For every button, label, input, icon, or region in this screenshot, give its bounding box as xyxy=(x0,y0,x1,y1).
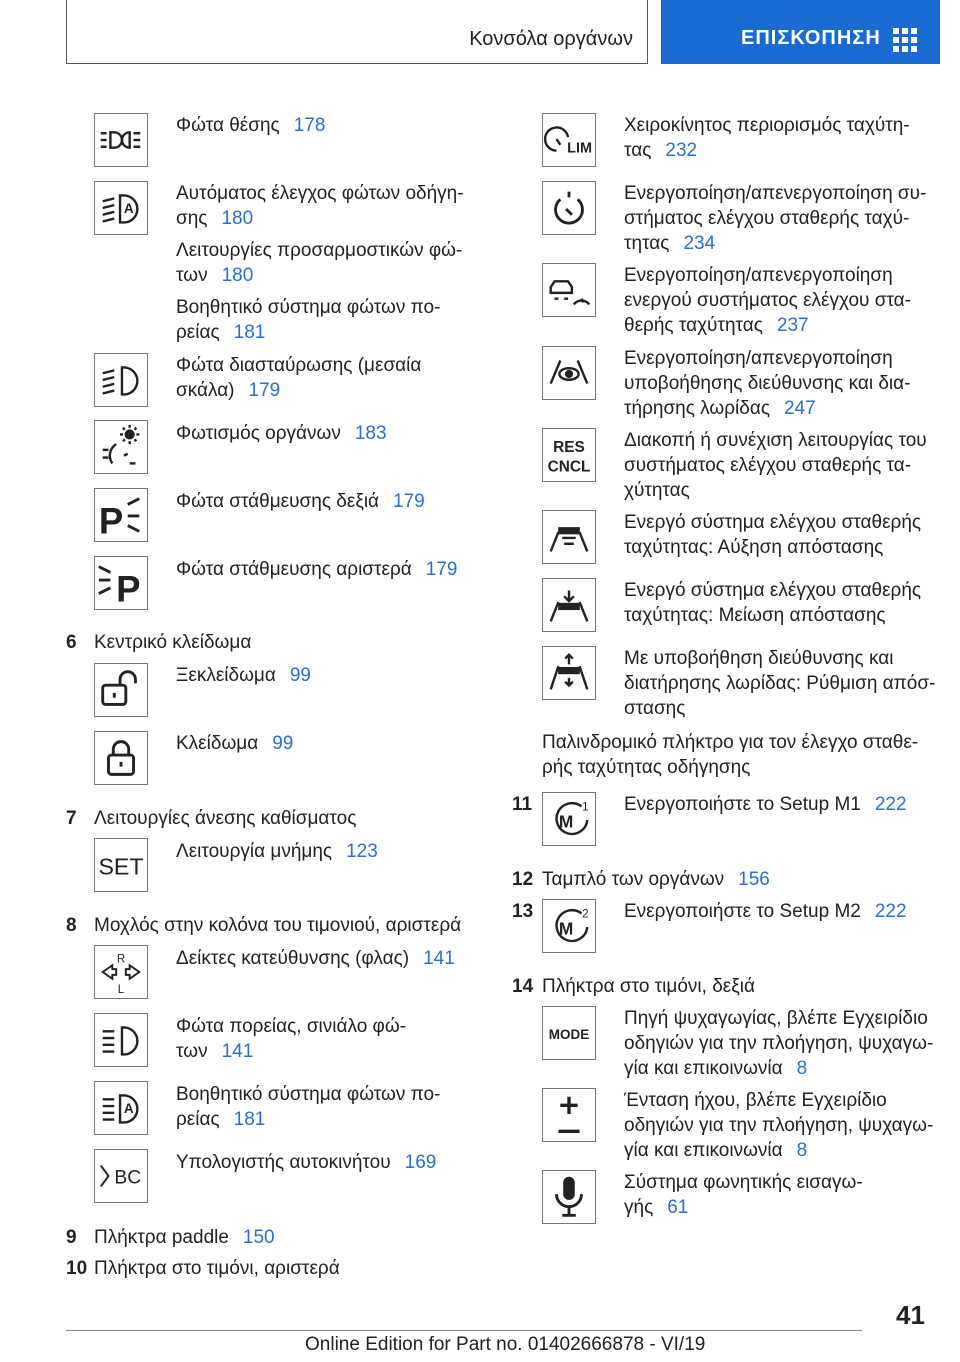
entry-board-computer: Υπολογιστής αυτοκινήτου 169 xyxy=(176,1152,437,1173)
lane-distance-icon xyxy=(542,646,596,700)
decrease-distance-icon xyxy=(542,578,596,632)
item-number: 11 xyxy=(512,794,533,815)
entry-high-beam: Φώτα πορείας, σινιάλο φώ- των 141 xyxy=(176,1016,407,1062)
item-number: 8 xyxy=(66,915,77,936)
lim-icon-label: LIM xyxy=(567,140,593,157)
entry-parking-left: Φώτα στάθμευσης αριστερά 179 xyxy=(176,559,458,580)
svg-text:A: A xyxy=(123,1100,134,1116)
set-button-icon xyxy=(94,838,148,892)
high-beam-assist-icon xyxy=(94,1081,148,1135)
heading-central-locking: Κεντρικό κλείδωμα xyxy=(94,632,252,653)
bc-icon-label: BC xyxy=(114,1167,142,1189)
entry-instrument-lighting: Φωτισμός οργάνων 183 xyxy=(176,423,387,444)
page-ref[interactable]: 232 xyxy=(665,140,698,161)
mode-button-icon xyxy=(542,1006,596,1060)
header-chapter xyxy=(661,0,940,64)
page-ref[interactable]: 247 xyxy=(783,398,816,419)
speed-limiter-icon xyxy=(542,113,596,167)
entry-setup-m2: Ενεργοποιήστε το Setup M2 222 xyxy=(624,901,907,922)
item-number: 6 xyxy=(66,632,77,653)
m2-icon-sub: 2 xyxy=(582,908,589,921)
page-ref[interactable]: 156 xyxy=(738,869,770,890)
header-chapter-title: ΕΠΙΣΚΟΠΗΣΗ xyxy=(741,27,881,49)
page-ref[interactable]: 181 xyxy=(233,322,266,343)
lock-icon xyxy=(94,731,148,785)
item-number: 10 xyxy=(66,1258,88,1279)
page-number: 41 xyxy=(896,1300,925,1330)
instrument-lighting-icon xyxy=(94,420,148,474)
unlock-icon xyxy=(94,663,148,717)
mode-icon-label: MODE xyxy=(548,1026,590,1042)
item-number: 9 xyxy=(66,1227,77,1248)
entry-cruise-control: Ενεργοποίηση/απενεργοποίηση συ- στήματος ελέγχου σταθερής ταχύ- τητας 234 xyxy=(624,183,927,254)
entry-decrease-distance: Ενεργό σύστημα ελέγχου σταθερής ταχύτητας: Μείωση απόστασης xyxy=(624,580,922,626)
page-ref[interactable]: 141 xyxy=(423,948,455,969)
parking-light-right-icon xyxy=(94,488,148,542)
setup-m2-icon xyxy=(542,899,596,953)
setup-m1-icon xyxy=(542,792,596,846)
parking-lights-icon xyxy=(94,113,148,167)
page-ref[interactable]: 123 xyxy=(346,841,378,862)
cruise-control-icon xyxy=(542,181,596,235)
page-ref[interactable]: 179 xyxy=(425,559,458,580)
entry-voice-control: Σύστημα φωνητικής εισαγω- γής 61 xyxy=(624,1172,863,1218)
microphone-icon xyxy=(542,1170,596,1224)
page-ref[interactable]: 180 xyxy=(221,208,254,229)
entry-unlock: Ξεκλείδωμα 99 xyxy=(176,665,311,686)
entry-adaptive-lights: Λειτουργίες προσαρμοστικών φώ- των 180 xyxy=(176,240,463,286)
entry-auto-headlight: Αυτόματος έλεγχος φώτων οδήγη- σης 180 xyxy=(176,183,464,229)
footer-divider xyxy=(66,1330,862,1331)
page-ref[interactable]: 181 xyxy=(233,1109,266,1130)
entry-turn-signals: Δείκτες κατεύθυνσης (φλας) 141 xyxy=(176,948,455,969)
parking-light-left-icon xyxy=(94,556,148,610)
heading-wheel-buttons-left: Πλήκτρα στο τιμόνι, αριστερά xyxy=(94,1258,340,1279)
m2-icon-label: M xyxy=(558,918,574,939)
page-ref[interactable]: 183 xyxy=(354,423,387,444)
page-ref[interactable]: 8 xyxy=(796,1140,808,1161)
lane-assist-icon xyxy=(542,346,596,400)
page-ref[interactable]: 234 xyxy=(683,233,716,254)
entry-speed-limiter: Χειροκίνητος περιορισμός ταχύτη- τας 232 xyxy=(624,115,910,161)
increase-distance-icon xyxy=(542,510,596,564)
svg-text:P: P xyxy=(98,500,124,541)
page-ref[interactable]: 180 xyxy=(221,265,254,286)
entry-lane-distance: Με υποβοήθηση διεύθυνσης και διατήρησης λωρίδας: Ρύθμιση απόσ- στασης xyxy=(624,648,936,719)
page-ref[interactable]: 61 xyxy=(667,1197,689,1218)
entry-lane-assist: Ενεργοποίηση/απενεργοποίηση υποβοήθησης διεύθυνσης και δια- τήρησης λωρίδας 247 xyxy=(624,348,911,419)
auto-headlight-icon xyxy=(94,181,148,235)
high-beam-icon xyxy=(94,1013,148,1067)
entry-lock: Κλείδωμα 99 xyxy=(176,733,294,754)
page-ref[interactable]: 237 xyxy=(776,315,809,336)
item-number: 14 xyxy=(512,976,534,997)
entry-setup-m1: Ενεργοποιήστε το Setup M1 222 xyxy=(624,794,907,815)
page-ref[interactable]: 179 xyxy=(248,380,281,401)
page-ref[interactable]: 99 xyxy=(289,665,311,686)
header-section-title: Κονσόλα οργάνων xyxy=(469,28,633,50)
m1-icon-sub: 1 xyxy=(582,801,589,814)
cncl-icon-label: CNCL xyxy=(547,458,591,476)
low-beam-icon xyxy=(94,353,148,407)
entry-parking-right: Φώτα στάθμευσης δεξιά 179 xyxy=(176,491,425,512)
entry-active-cruise: Ενεργοποίηση/απενεργοποίηση ενεργού συστήματος ελέγχου στα- θερής ταχύτητας 237 xyxy=(624,265,911,336)
entry-mode: Πηγή ψυχαγωγίας, βλέπε Εγχειρίδιο οδηγιών για την πλοήγηση, ψυχαγω- γία και επικοινωνία 8 xyxy=(624,1008,934,1079)
set-icon-label: SET xyxy=(98,853,144,880)
entry-rocker-switch: Παλινδρομικό πλήκτρο για τον έλεγχο σταθε- ρής ταχύτητας οδήγησης xyxy=(542,732,919,778)
entry-parking-lights: Φώτα θέσης 178 xyxy=(176,115,326,136)
page-ref[interactable]: 222 xyxy=(874,794,907,815)
heading-paddles: Πλήκτρα paddle 150 xyxy=(94,1227,275,1248)
page-ref[interactable]: 222 xyxy=(874,901,907,922)
svg-text:A: A xyxy=(123,200,134,216)
entry-low-beam: Φώτα διασταύρωσης (μεσαία σκάλα) 179 xyxy=(176,355,422,401)
turn-signal-l: L xyxy=(117,984,125,997)
page-ref[interactable]: 150 xyxy=(242,1227,275,1248)
page-ref[interactable]: 99 xyxy=(272,733,294,754)
entry-res-cncl: Διακοπή ή συνέχιση λειτουργίας του συστήματος ελέγχου σταθερής τα- χύτητας xyxy=(624,430,927,501)
item-number: 7 xyxy=(66,808,77,829)
turn-signal-r: R xyxy=(116,953,126,966)
entry-volume: Ένταση ήχου, βλέπε Εγχειρίδιο οδηγιών για την πλοήγηση, ψυχαγω- γία και επικοινωνία 8 xyxy=(624,1090,934,1161)
svg-text:P: P xyxy=(116,568,141,609)
volume-icon xyxy=(542,1088,596,1142)
entry-high-beam-assist-2: Βοηθητικό σύστημα φώτων πο- ρείας 181 xyxy=(176,1084,441,1130)
res-icon-label: RES xyxy=(553,439,585,457)
entry-increase-distance: Ενεργό σύστημα ελέγχου σταθερής ταχύτητας: Αύξηση απόστασης xyxy=(624,512,922,558)
res-cncl-icon xyxy=(542,428,596,482)
m1-icon-label: M xyxy=(558,811,574,832)
page-ref[interactable]: 179 xyxy=(393,491,425,512)
heading-wheel-buttons-right: Πλήκτρα στο τιμόνι, δεξιά xyxy=(542,976,755,997)
item-number: 12 xyxy=(512,869,534,890)
entry-memory: Λειτουργία μνήμης 123 xyxy=(176,841,378,862)
footer-edition: Online Edition for Part no. 01402666878 - VI/19 xyxy=(305,1334,706,1355)
header-section xyxy=(66,0,648,64)
page-ref[interactable]: 8 xyxy=(796,1058,808,1079)
heading-steering-lever-left: Μοχλός στην κολόνα του τιμονιού, αριστερά xyxy=(94,915,462,936)
turn-signal-icon xyxy=(94,945,148,999)
heading-instrument-cluster: Ταμπλό των οργάνων 156 xyxy=(542,869,770,890)
page-ref[interactable]: 141 xyxy=(221,1041,254,1062)
page-ref[interactable]: 169 xyxy=(404,1152,437,1173)
entry-high-beam-assist: Βοηθητικό σύστημα φώτων πο- ρείας 181 xyxy=(176,297,441,343)
item-number: 13 xyxy=(512,901,534,922)
board-computer-icon xyxy=(94,1149,148,1203)
page-ref[interactable]: 178 xyxy=(293,115,326,136)
heading-seat-comfort: Λειτουργίες άνεσης καθίσματος xyxy=(94,808,357,829)
active-cruise-control-icon xyxy=(542,263,596,317)
